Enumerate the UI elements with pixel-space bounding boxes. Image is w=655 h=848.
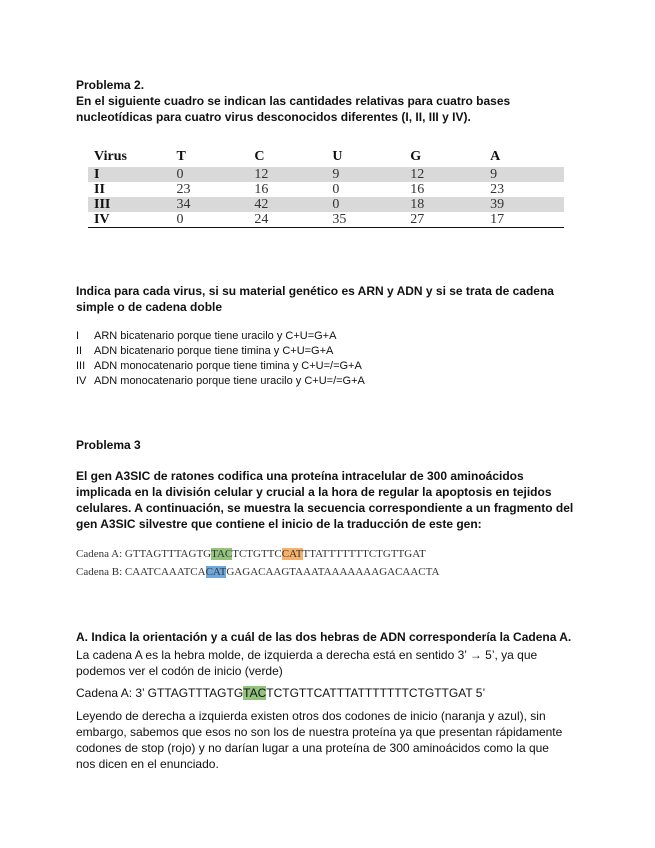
- table-cell: IV: [88, 212, 171, 228]
- table-cell: 39: [484, 197, 564, 212]
- sequence-part: GTTAGTTTAGTG: [124, 548, 212, 560]
- answer-sequence: [76, 685, 576, 701]
- table-cell: 9: [484, 167, 564, 182]
- table-header: A: [490, 149, 501, 164]
- list-item-text: ADN bicatenario porque tiene timina y C+U=G+A: [94, 345, 334, 357]
- table-cell: 42: [248, 197, 326, 212]
- table-cell: 0: [326, 197, 404, 212]
- list-item-text: ADN monocatenario porque tiene uracilo y C+U=/=G+A: [94, 375, 365, 387]
- problem-3-title: Problema 3: [76, 438, 141, 452]
- sequence-part: TTATTTTTTTCTGTTGAT: [302, 548, 426, 560]
- table-cell: 18: [404, 197, 484, 212]
- list-item: [76, 329, 365, 344]
- start-codon-highlight: CAT: [281, 548, 303, 560]
- table-cell: III: [88, 197, 171, 212]
- chain-label: Cadena A:: [76, 548, 123, 560]
- table-cell: 12: [248, 167, 326, 182]
- problem-2-question: Indica para cada virus, si su material genético es ARN y ADN y si se trata de cadena simple o de cadena doble: [76, 284, 554, 314]
- sequence-part: GAGACAAGTAAATAAAAAAAGACAACTA: [226, 566, 440, 578]
- table-cell: 12: [404, 167, 484, 182]
- sequence-chain-b: [76, 564, 439, 580]
- table-row: [88, 212, 564, 228]
- table-header: C: [254, 149, 265, 164]
- list-item-number: I: [76, 330, 80, 342]
- table-cell: 0: [332, 182, 340, 197]
- answers-list: [76, 329, 365, 389]
- table-row: [88, 197, 564, 212]
- start-codon-highlight: TAC: [243, 686, 267, 700]
- table-row: [88, 182, 564, 197]
- sequence-part: CAATCAAATCA: [124, 566, 206, 578]
- problem-2-intro: En el siguiente cuadro se indican las cantidades relativas para cuatro bases nucleotídicas para cuatro virus desconocidos diferentes (I, II, III y IV).: [76, 94, 511, 124]
- table-cell: 17: [484, 212, 564, 228]
- sequence-chain-a: [76, 546, 426, 562]
- sequence-part: TCTGTTCATTTATTTTTTTCTGTTGAT 5’: [266, 686, 486, 700]
- question-a-title: A. Indica la orientación y a cuál de las dos hebras de ADN correspondería la Cadena A.: [76, 630, 572, 644]
- problem-3-intro: El gen A3SIC de ratones codifica una proteína intracelular de 300 aminoácidos implicada en la división celular y crucial a la hora de regular la apoptosis en tejidos celulares. A continuación, se muestra la secuencia correspondiente a un fragmento del gen A3SIC silvestre que contiene el inicio de la traducción de este gen:: [76, 469, 574, 531]
- table-header: U: [332, 149, 343, 164]
- list-item-text: ARN bicatenario porque tiene uracilo y C+U=G+A: [94, 330, 337, 342]
- sequence-part: Cadena A: 3’ GTTAGTTTAGTG: [76, 686, 244, 700]
- list-item: [76, 374, 365, 389]
- table-cell: 34: [171, 197, 249, 212]
- table-row: [88, 167, 564, 182]
- question-a-answer: La cadena A es la hebra molde, de izquierda a derecha está en sentido 3’ → 5’, ya que podemos ver el codón de inicio (verde): [76, 648, 538, 678]
- list-item-number: IV: [76, 375, 87, 387]
- problem-2-title: Problema 2.: [76, 78, 145, 92]
- table-cell: 23: [176, 182, 191, 197]
- list-item: [76, 344, 365, 359]
- table-cell: I: [88, 167, 171, 182]
- table-cell: 16: [254, 182, 269, 197]
- table-cell: 24: [248, 212, 326, 228]
- list-item: [76, 359, 365, 374]
- table-cell: 23: [490, 182, 505, 197]
- list-item-text: ADN monocatenario porque tiene timina y C+U=/=G+A: [94, 360, 362, 372]
- table-cell: 35: [326, 212, 404, 228]
- answer-explanation: Leyendo de derecha a izquierda existen otros dos codones de inicio (naranja y azul), sin embargo, sabemos que esos no son los de nuestra proteína ya que presentan rápidamente codones de stop (rojo) y no darían lugar a una proteína de 300 aminoácidos como la que nos dicen en el enunciado.: [76, 709, 563, 771]
- table-cell: 0: [171, 212, 249, 228]
- table-cell: II: [94, 182, 105, 197]
- table-header: G: [410, 149, 422, 164]
- table-header: T: [176, 149, 186, 164]
- table-cell: 27: [404, 212, 484, 228]
- start-codon-highlight: TAC: [211, 548, 233, 560]
- chain-label: Cadena B:: [76, 566, 123, 578]
- list-item-number: II: [76, 345, 83, 357]
- table-header-row: [88, 147, 564, 167]
- table-header: Virus: [94, 149, 127, 164]
- table-cell: 9: [326, 167, 404, 182]
- bases-table: [88, 147, 564, 228]
- table-cell: 16: [410, 182, 425, 197]
- sequence-part: TCTGTTC: [232, 548, 282, 560]
- start-codon-highlight: CAT: [205, 566, 227, 578]
- list-item-number: III: [76, 360, 86, 372]
- table-cell: 0: [171, 167, 249, 182]
